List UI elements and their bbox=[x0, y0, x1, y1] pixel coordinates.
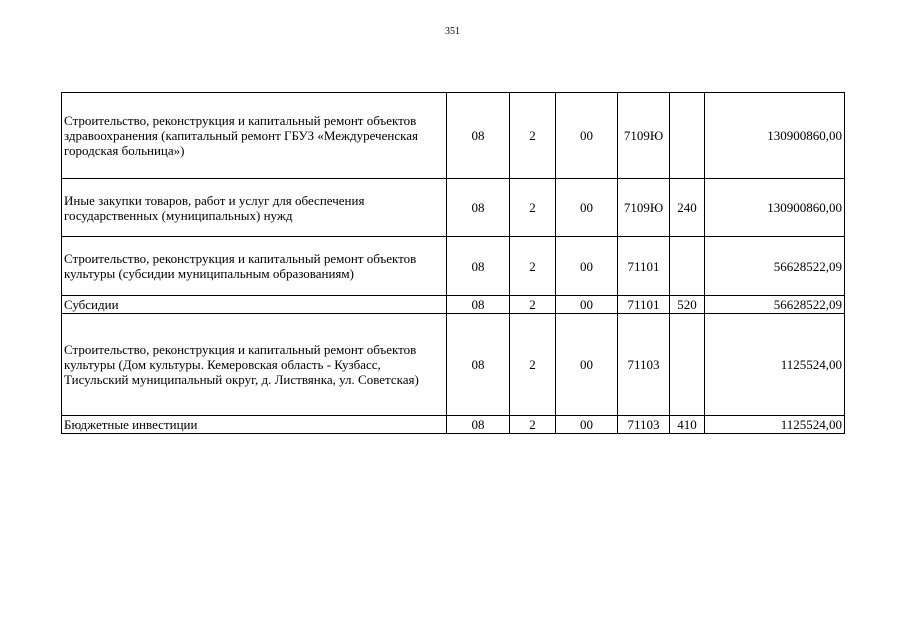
row-section: 08 bbox=[447, 296, 510, 314]
table-row bbox=[62, 296, 845, 314]
row-section: 08 bbox=[447, 237, 510, 296]
row-direction: 7109Ю bbox=[618, 179, 670, 237]
table-row bbox=[62, 416, 845, 434]
row-subprogram: 00 bbox=[556, 179, 618, 237]
row-program: 2 bbox=[510, 237, 556, 296]
row-subprogram: 00 bbox=[556, 296, 618, 314]
row-subprogram: 00 bbox=[556, 416, 618, 434]
row-amount: 130900860,00 bbox=[705, 179, 845, 237]
row-expense-type bbox=[670, 237, 705, 296]
row-amount: 1125524,00 bbox=[705, 314, 845, 416]
table-row bbox=[62, 237, 845, 296]
row-expense-type: 410 bbox=[670, 416, 705, 434]
row-direction: 71101 bbox=[618, 237, 670, 296]
row-name: Строительство, реконструкция и капитальный ремонт объектов здравоохранения (капитальный ремонт ГБУЗ «Междуреченская городская больница») bbox=[62, 93, 447, 179]
row-program: 2 bbox=[510, 416, 556, 434]
row-expense-type: 520 bbox=[670, 296, 705, 314]
row-amount: 56628522,09 bbox=[705, 237, 845, 296]
row-name: Строительство, реконструкция и капитальный ремонт объектов культуры (субсидии муниципальным образованиям) bbox=[62, 237, 447, 296]
row-name: Бюджетные инвестиции bbox=[62, 416, 447, 434]
row-subprogram: 00 bbox=[556, 93, 618, 179]
row-name: Строительство, реконструкция и капитальный ремонт объектов культуры (Дом культуры. Кемеровская область - Кузбасс, Тисульский муниципальный округ, д. Листвянка, ул. Советская) bbox=[62, 314, 447, 416]
row-program: 2 bbox=[510, 314, 556, 416]
row-amount: 130900860,00 bbox=[705, 93, 845, 179]
row-section: 08 bbox=[447, 179, 510, 237]
row-direction: 7109Ю bbox=[618, 93, 670, 179]
table-row bbox=[62, 314, 845, 416]
row-expense-type: 240 bbox=[670, 179, 705, 237]
row-section: 08 bbox=[447, 416, 510, 434]
row-direction: 71101 bbox=[618, 296, 670, 314]
row-expense-type bbox=[670, 314, 705, 416]
table-row bbox=[62, 93, 845, 179]
row-amount: 56628522,09 bbox=[705, 296, 845, 314]
budget-table bbox=[61, 92, 845, 434]
page-number: 351 bbox=[445, 26, 460, 37]
row-subprogram: 00 bbox=[556, 314, 618, 416]
table-row bbox=[62, 179, 845, 237]
row-name: Субсидии bbox=[62, 296, 447, 314]
row-program: 2 bbox=[510, 179, 556, 237]
row-name: Иные закупки товаров, работ и услуг для обеспечения государственных (муниципальных) нужд bbox=[62, 179, 447, 237]
row-program: 2 bbox=[510, 296, 556, 314]
row-program: 2 bbox=[510, 93, 556, 179]
row-section: 08 bbox=[447, 93, 510, 179]
row-expense-type bbox=[670, 93, 705, 179]
row-direction: 71103 bbox=[618, 416, 670, 434]
row-section: 08 bbox=[447, 314, 510, 416]
row-amount: 1125524,00 bbox=[705, 416, 845, 434]
row-direction: 71103 bbox=[618, 314, 670, 416]
row-subprogram: 00 bbox=[556, 237, 618, 296]
